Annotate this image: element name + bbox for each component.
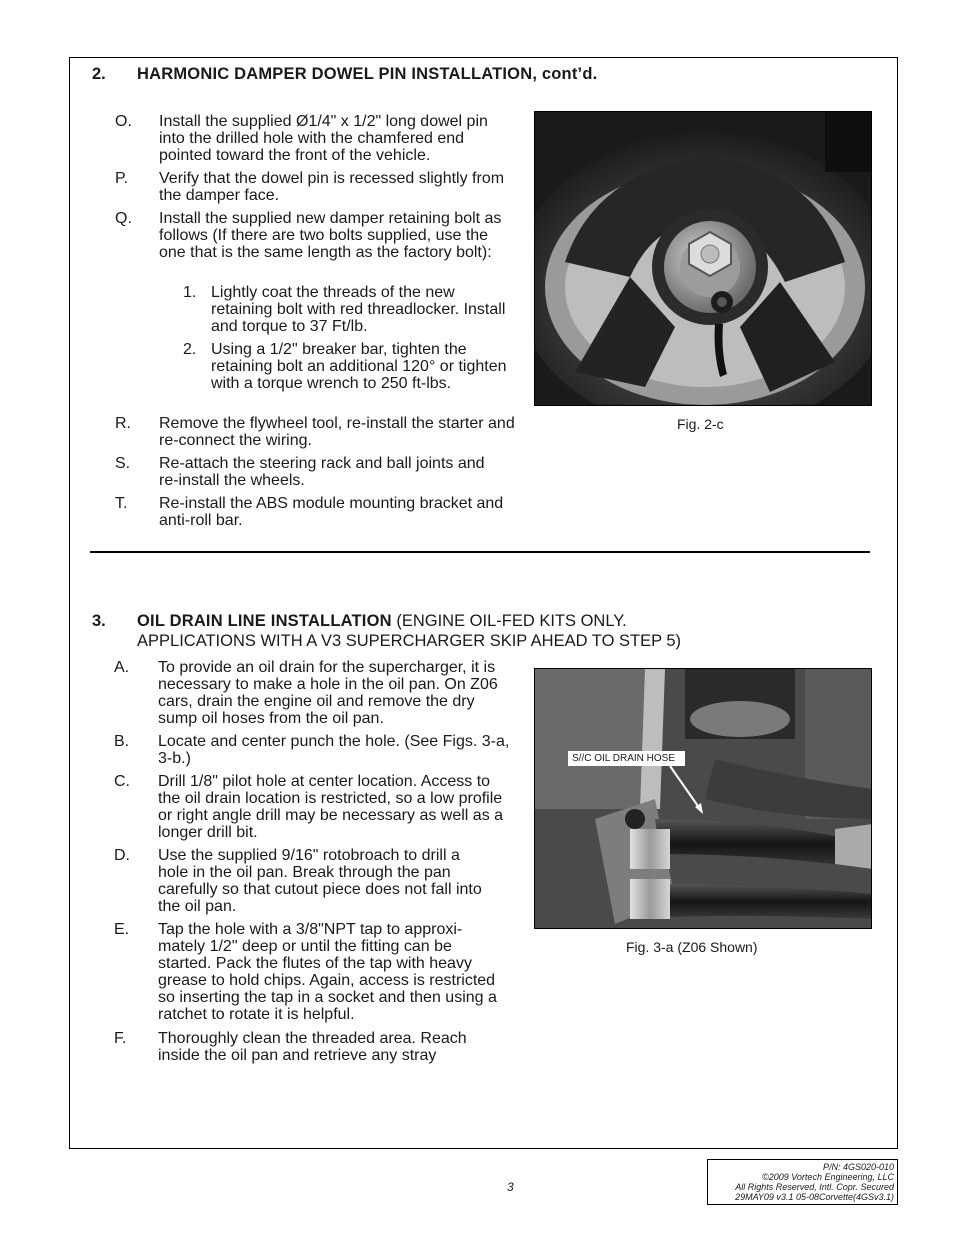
section-title: HARMONIC DAMPER DOWEL PIN INSTALLATION, cont’d. xyxy=(137,65,598,83)
section-number: 3. xyxy=(92,612,106,630)
version-line: 29MAY09 v3.1 05-08Corvette(4GSv3.1) xyxy=(735,1192,894,1202)
figure-caption-2c: Fig. 2-c xyxy=(677,416,724,432)
hose-callout-label: S//C OIL DRAIN HOSE xyxy=(572,753,675,764)
section-title: OIL DRAIN LINE INSTALLATION (ENGINE OIL-FED KITS ONLY. xyxy=(137,612,627,630)
oil-drain-photo-illustration xyxy=(535,669,872,929)
rights-line: All Rights Reserved, Intl. Copr. Secured xyxy=(735,1182,894,1192)
damper-photo xyxy=(534,111,872,406)
section-number: 2. xyxy=(92,65,106,83)
oil-drain-photo xyxy=(534,668,872,929)
section-divider xyxy=(90,551,870,553)
copyright-line: ©2009 Vortech Engineering, LLC xyxy=(762,1172,894,1182)
part-number: P/N: 4GS020-010 xyxy=(822,1162,894,1172)
figure-caption-3a: Fig. 3-a (Z06 Shown) xyxy=(626,939,758,955)
section-title-line2: APPLICATIONS WITH A V3 SUPERCHARGER SKIP AHEAD TO STEP 5) xyxy=(137,632,682,650)
damper-photo-illustration xyxy=(535,112,872,406)
copyright-box xyxy=(707,1159,898,1205)
page-number: 3 xyxy=(507,1180,514,1194)
